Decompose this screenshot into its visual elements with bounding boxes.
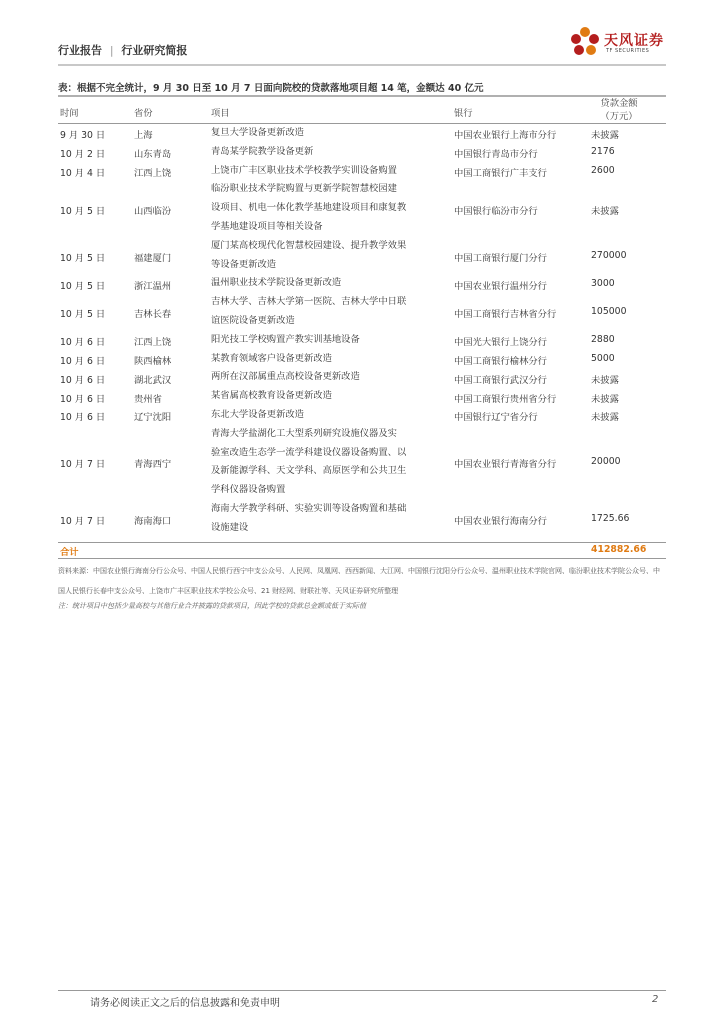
cell-date: 10 月 6 日 [60, 393, 106, 405]
cell-province: 海南海口 [134, 515, 172, 527]
cell-project-line: 某省属高校教育设备更新改造 [211, 390, 332, 402]
cell-project [211, 274, 456, 293]
cell-amount: 2176 [591, 146, 615, 158]
cell-amount: 20000 [591, 456, 621, 468]
logo-flower-icon [568, 26, 602, 60]
header-divider-line [58, 64, 666, 66]
cell-province: 青海西宁 [134, 459, 172, 471]
cell-amount: 未披露 [591, 130, 619, 142]
cell-project-line: 谊医院设备更新改造 [211, 314, 295, 326]
cell-project-line: 学基地建设项目等相关设备 [211, 220, 323, 232]
cell-date: 10 月 5 日 [60, 252, 106, 264]
cell-province: 江西上饶 [134, 337, 172, 349]
table-row [58, 331, 666, 350]
table-row [58, 500, 666, 538]
table-row [58, 293, 666, 331]
table-row [58, 180, 666, 236]
cell-bank: 中国工商银行厦门分行 [454, 252, 547, 264]
cell-bank: 中国农业银行青海省分行 [454, 459, 557, 471]
cell-bank: 中国银行临汾市分行 [454, 205, 538, 217]
cell-bank: 中国工商银行广丰支行 [454, 167, 547, 179]
cell-project-line: 设项目、机电一体化教学基地建设项目和康复教 [211, 202, 407, 214]
cell-province: 辽宁沈阳 [134, 412, 172, 424]
logo-name: 天风证券 [604, 33, 664, 49]
table-row [58, 237, 666, 275]
header-section-1: 行业报告 [58, 44, 102, 57]
cell-date: 10 月 7 日 [60, 515, 106, 527]
table-row [58, 124, 666, 143]
cell-project-line: 复旦大学设备更新改造 [211, 127, 304, 138]
cell-project [211, 350, 456, 369]
cell-project-line: 青海大学盐湖化工大型系列研究设施仪器及实 [211, 427, 397, 439]
header-province: 省份 [134, 108, 153, 119]
cell-date: 10 月 5 日 [60, 205, 106, 217]
header-date: 时间 [60, 108, 79, 119]
cell-province: 湖北武汉 [134, 374, 172, 386]
table-row [58, 162, 666, 181]
table-row [58, 387, 666, 406]
cell-province: 贵州省 [134, 393, 162, 405]
cell-amount: 未披露 [591, 393, 619, 405]
cell-province: 吉林长春 [134, 308, 172, 320]
cell-province: 陕西榆林 [134, 355, 172, 367]
report-header [58, 42, 187, 58]
table-row [58, 425, 666, 500]
cell-bank: 中国银行辽宁省分行 [454, 412, 538, 424]
cell-bank: 中国工商银行贵州省分行 [454, 393, 557, 405]
cell-project-line: 等设备更新改造 [211, 258, 277, 270]
cell-date: 10 月 5 日 [60, 308, 106, 320]
cell-province: 浙江温州 [134, 280, 172, 292]
cell-bank: 中国工商银行武汉分行 [454, 374, 547, 386]
cell-date: 10 月 6 日 [60, 337, 106, 349]
cell-date: 10 月 2 日 [60, 149, 106, 161]
cell-amount: 未披露 [591, 412, 619, 424]
header-bank: 银行 [454, 108, 473, 119]
cell-project [211, 143, 456, 162]
cell-bank: 中国光大银行上饶分行 [454, 337, 547, 349]
table-total-row [58, 542, 666, 559]
cell-province: 山东青岛 [134, 149, 172, 161]
cell-amount: 2880 [591, 334, 615, 346]
cell-province: 江西上饶 [134, 167, 172, 179]
cell-project-line: 某教育领域客户设备更新改造 [211, 352, 332, 364]
cell-amount: 未披露 [591, 205, 619, 217]
cell-project [211, 500, 456, 538]
cell-project [211, 368, 456, 387]
cell-project-line: 阳光技工学校购置产教实训基地设备 [211, 333, 360, 345]
header-divider: | [109, 44, 114, 57]
cell-project [211, 387, 456, 406]
table-caption: 表：根据不完全统计，9 月 30 日至 10 月 7 日面向院校的贷款落地项目超 14 笔，金额达 40 亿元 [58, 83, 484, 94]
cell-date: 10 月 6 日 [60, 374, 106, 386]
table-row [58, 406, 666, 425]
cell-amount: 3000 [591, 277, 615, 289]
cell-project-line: 上饶市广丰区职业技术学校教学实训设备购置 [211, 164, 397, 176]
cell-project [211, 293, 456, 331]
header-amount: 贷款金额 （万元） [600, 98, 638, 122]
cell-project [211, 406, 456, 425]
cell-date: 10 月 7 日 [60, 459, 106, 471]
table-row [58, 350, 666, 369]
cell-bank: 中国农业银行海南分行 [454, 515, 547, 527]
cell-amount: 未披露 [591, 374, 619, 386]
cell-amount: 5000 [591, 352, 615, 364]
cell-project [211, 124, 456, 143]
cell-amount: 1725.66 [591, 512, 630, 524]
cell-amount: 2600 [591, 164, 615, 176]
cell-project [211, 425, 456, 500]
disclaimer-text: 请务必阅读正文之后的信息披露和免责申明 [90, 998, 280, 1009]
cell-project-line: 临汾职业技术学院购置与更新学院智慧校园建 [211, 183, 397, 195]
cell-project [211, 180, 456, 236]
cell-bank: 中国银行青岛市分行 [454, 149, 538, 161]
cell-project-line: 及新能源学科、天文学科、高原医学和公共卫生 [211, 465, 407, 477]
cell-project-line: 两所在汉部属重点高校设备更新改造 [211, 371, 360, 383]
cell-bank: 中国农业银行温州分行 [454, 280, 547, 292]
cell-project-line: 吉林大学、吉林大学第一医院、吉林大学中日联 [211, 296, 407, 308]
cell-province: 上海 [134, 130, 153, 142]
cell-date: 10 月 5 日 [60, 280, 106, 292]
table-header-row [58, 96, 666, 124]
cell-province: 福建厦门 [134, 252, 172, 264]
loan-table [58, 96, 666, 538]
table-body [58, 124, 666, 538]
cell-province: 山西临汾 [134, 205, 172, 217]
cell-date: 10 月 4 日 [60, 167, 106, 179]
logo-subtitle: TF SECURITIES [606, 48, 650, 54]
cell-project [211, 162, 456, 181]
cell-amount: 105000 [591, 305, 627, 317]
footnote: 注：统计项目中包括少量高校与其他行业合并披露的贷款项目，因此学校的贷款总金额或低于实际值 [58, 602, 366, 610]
header-project: 项目 [211, 108, 230, 119]
source-note: 资料来源：中国农业银行海南分行公众号、中国人民银行西宁中支公众号、人民网、凤凰网、西西新闻、大江网、中国银行沈阳分行公众号、温州职业技术学院官网、临汾职业技术学院公众号、中国人民银行长春中支公众号、上饶市广丰区职业技术学校公众号、21 财经网、财联社等、天风证券研究所整理 [58, 567, 660, 595]
cell-amount: 270000 [591, 249, 627, 261]
cell-project-line: 厦门某高校现代化智慧校园建设、提升教学效果 [211, 239, 407, 251]
cell-bank: 中国农业银行上海市分行 [454, 130, 557, 142]
table-row [58, 274, 666, 293]
cell-date: 9 月 30 日 [60, 130, 106, 142]
cell-project-line: 温州职业技术学院设备更新改造 [211, 277, 342, 289]
cell-project-line: 东北大学设备更新改造 [211, 408, 304, 420]
cell-date: 10 月 6 日 [60, 412, 106, 424]
footer-rule [58, 990, 666, 991]
cell-project-line: 验室改造生态学一流学科建设仪器设备购置、以 [211, 446, 407, 458]
cell-bank: 中国工商银行榆林分行 [454, 355, 547, 367]
page-number: 2 [652, 994, 659, 1005]
cell-bank: 中国工商银行吉林省分行 [454, 308, 557, 320]
header-section-2: 行业研究简报 [121, 44, 188, 57]
cell-date: 10 月 6 日 [60, 355, 106, 367]
total-value: 412882.66 [591, 544, 647, 555]
cell-project-line: 青岛某学院教学设备更新 [211, 145, 314, 157]
cell-project-line: 设施建设 [211, 521, 249, 533]
table-row [58, 143, 666, 162]
cell-project-line: 学科仪器设备购置 [211, 484, 286, 496]
cell-project [211, 331, 456, 350]
table-row [58, 368, 666, 387]
cell-project [211, 237, 456, 275]
cell-project-line: 海南大学教学科研、实验实训等设备购置和基础 [211, 502, 407, 514]
total-label: 合计 [60, 547, 79, 558]
company-logo [568, 26, 678, 60]
